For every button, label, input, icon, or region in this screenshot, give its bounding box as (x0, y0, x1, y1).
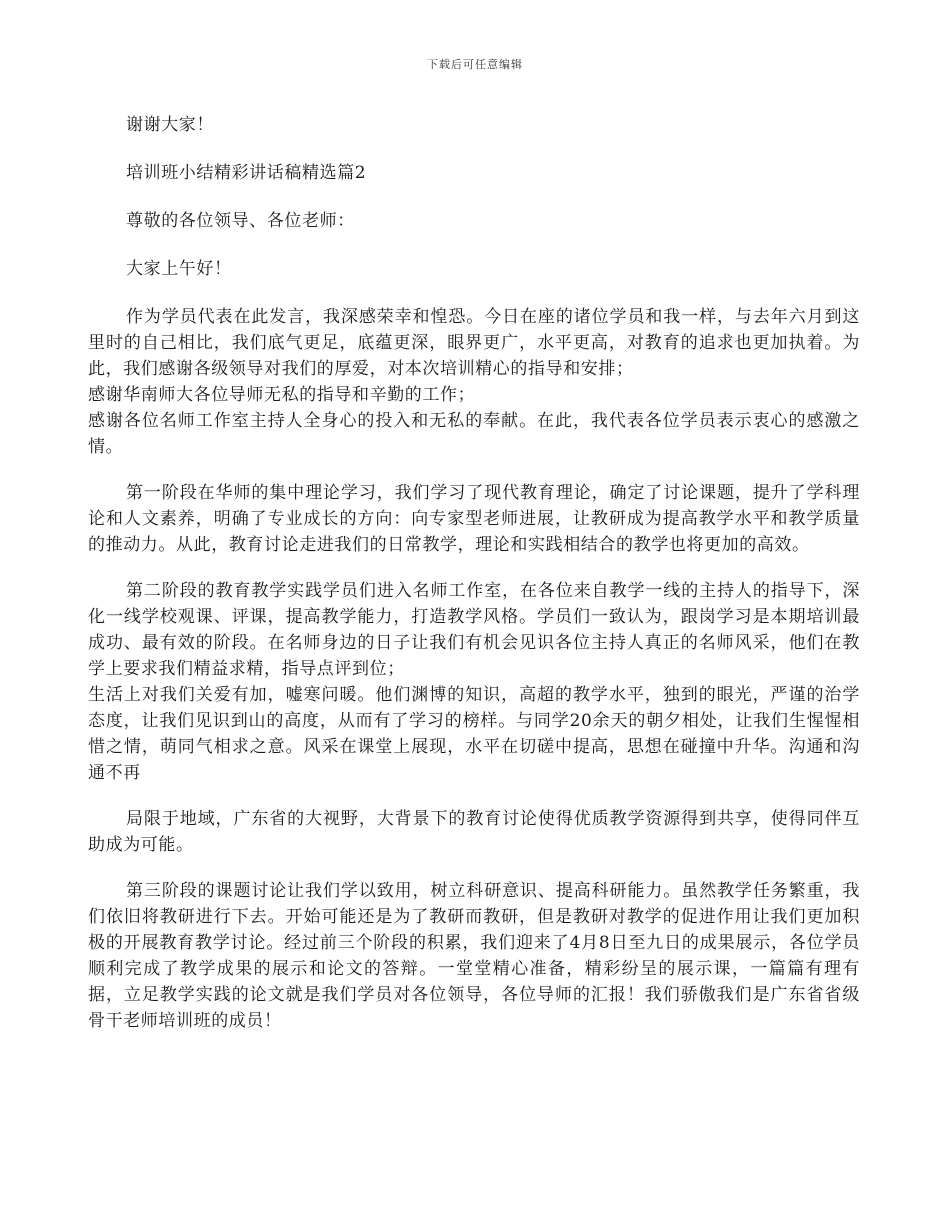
thanks-line: 谢谢大家！ (126, 115, 214, 135)
paragraph-3-line-2: 生活上对我们关爱有加，嘘寒问暖。他们渊博的知识，高超的教学水平，独到的眼光，严谨的治学态度，让我们见识到山的高度，从而有了学习的榜样。与同学20余天的朝夕相处，让我们生惺惺相惜之情，萌同气相求之意。风采在课堂上展现，水平在切磋中提高，思想在碰撞中升华。沟通和沟通不再 (88, 685, 860, 783)
paragraph-1-line-2: 感谢华南师大各位导师无私的指导和辛勤的工作； (88, 385, 476, 405)
page-header-note: 下载后可任意编辑 (427, 58, 523, 71)
paragraph-1-line-3: 感谢各位名师工作室主持人全身心的投入和无私的奉献。在此，我代表各位学员表示衷心的感激之情。 (88, 411, 860, 457)
greeting: 大家上午好！ (126, 259, 232, 279)
paragraph-3-main: 第二阶段的教育教学实践学员们进入名师工作室，在各位来自教学一线的主持人的指导下，深化一线学校观课、评课，提高教学能力，打造教学风格。学员们一致认为，跟岗学习是本期培训最成功、最有效的阶段。在名师身边的日子让我们有机会见识各位主持人真正的名师风采，他们在教学上要求我们精益求精，指导点评到位； (88, 581, 860, 679)
salutation: 尊敬的各位领导、各位老师： (126, 211, 355, 231)
paragraph-5: 第三阶段的课题讨论让我们学以致用，树立科研意识、提高科研能力。虽然教学任务繁重，我们依旧将教研进行下去。开始可能还是为了教研而教研，但是教研对教学的促进作用让我们更加积极的开展教育教学讨论。经过前三个阶段的积累，我们迎来了4月8日至九日的成果展示，各位学员顺利完成了教学成果的展示和论文的答辩。一堂堂精心准备，精彩纷呈的展示课，一篇篇有理有据，立足教学实践的论文就是我们学员对各位领导，各位导师的汇报！我们骄傲我们是广东省省级骨干老师培训班的成员！ (88, 881, 860, 1031)
paragraph-3 (88, 578, 860, 786)
paragraph-1-main: 作为学员代表在此发言，我深感荣幸和惶恐。今日在座的诸位学员和我一样，与去年六月到这里时的自己相比，我们底气更足，底蕴更深，眼界更广，水平更高，对教育的追求也更加执着。为此，我们感谢各级领导对我们的厚爱，对本次培训精心的指导和安排； (88, 307, 860, 379)
section-title: 培训班小结精彩讲话稿精选篇2 (126, 163, 367, 183)
paragraph-4: 局限于地域，广东省的大视野，大背景下的教育讨论使得优质教学资源得到共享，使得同伴互助成为可能。 (88, 809, 860, 855)
paragraph-2: 第一阶段在华师的集中理论学习，我们学习了现代教育理论，确定了讨论课题，提升了学科理论和人文素养，明确了专业成长的方向：向专家型老师进展，让教研成为提高教学水平和教学质量的推动力。从此，教育讨论走进我们的日常教学，理论和实践相结合的教学也将更加的高效。 (88, 483, 860, 555)
document-body (88, 112, 860, 1054)
paragraph-1 (88, 304, 860, 460)
